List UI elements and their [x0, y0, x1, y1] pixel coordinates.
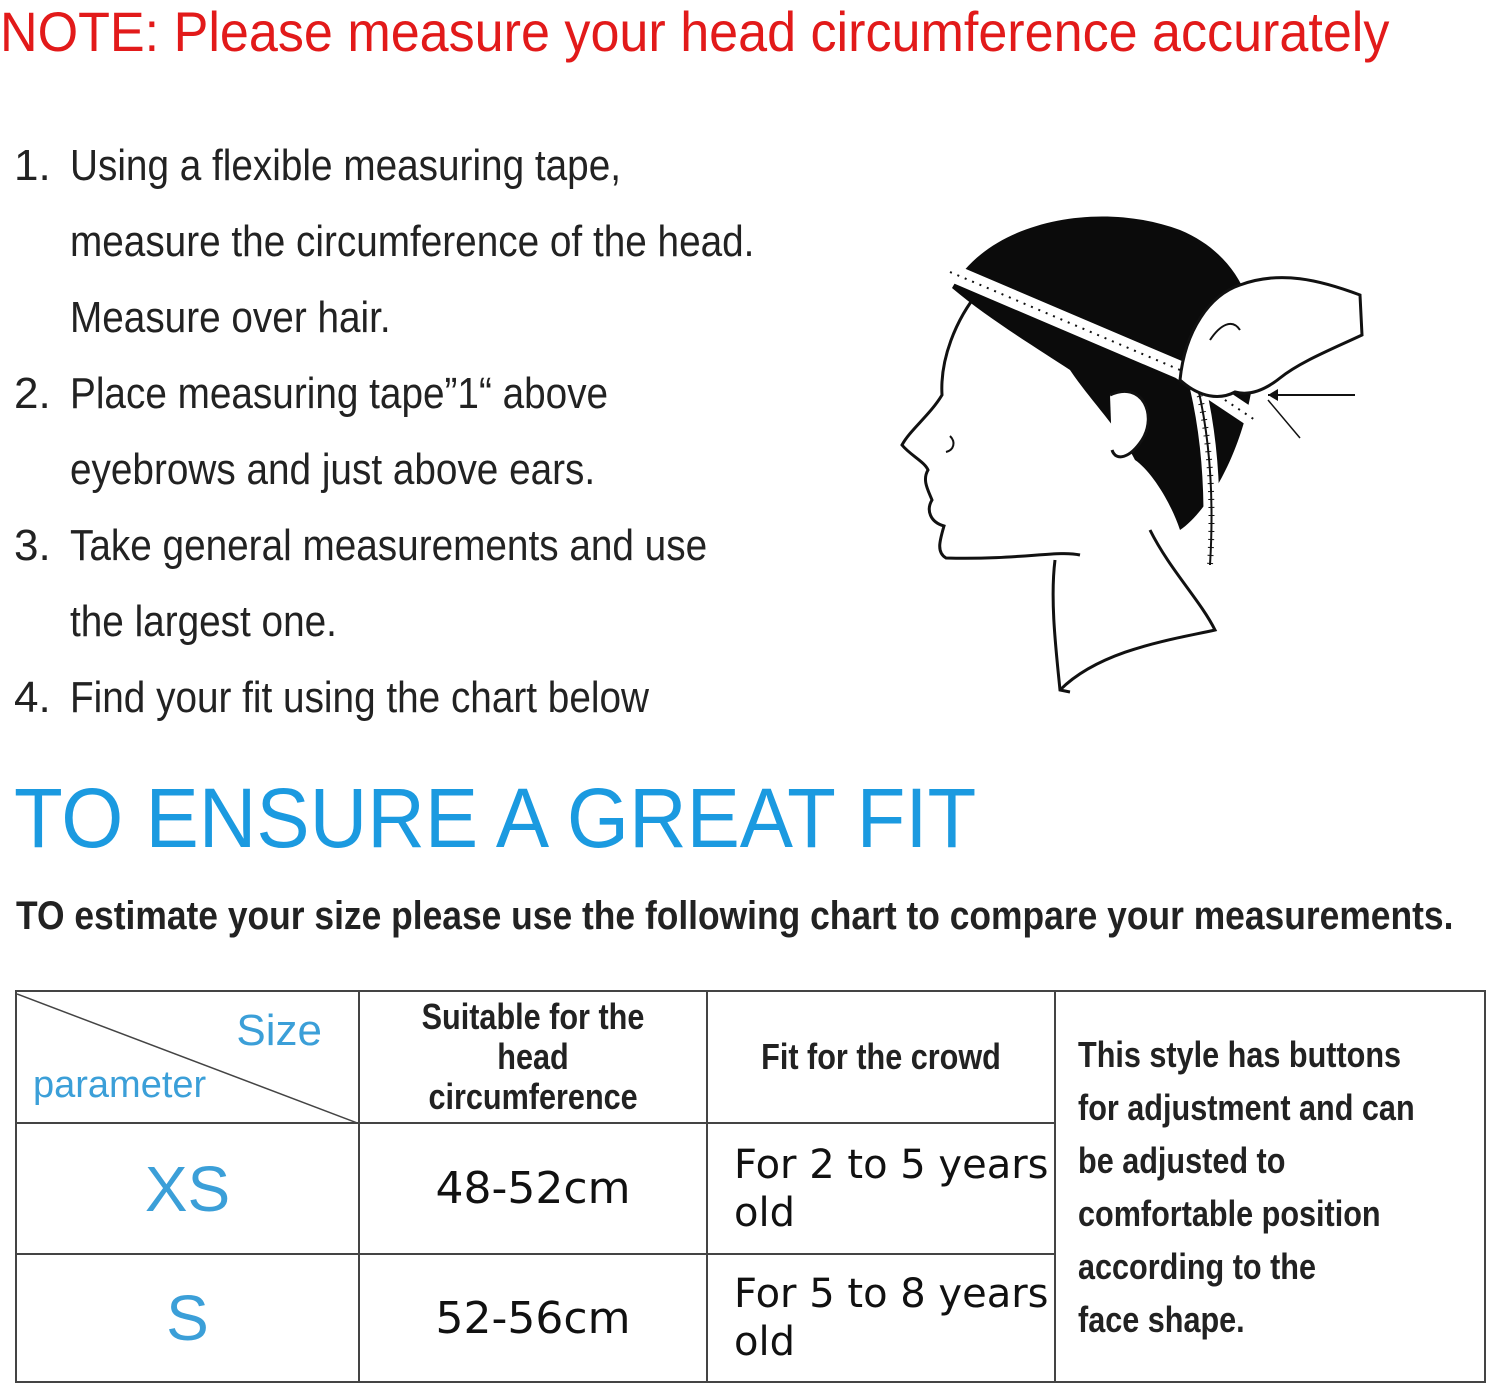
- step-line: Take general measurements and use: [70, 521, 708, 570]
- circumference-value: 48-52cm: [359, 1123, 707, 1254]
- step-line: eyebrows and just above ears.: [70, 445, 596, 494]
- circumference-value: 52-56cm: [359, 1254, 707, 1382]
- fit-subheading: TO estimate your size please use the following chart to compare your measurements.: [16, 894, 1454, 938]
- circumference-header: [359, 991, 707, 1123]
- size-header-label: Size: [236, 1006, 322, 1055]
- head-measuring-tape-icon: [880, 200, 1380, 700]
- style-note-line: according to the: [1078, 1245, 1317, 1287]
- table-header-row: [16, 991, 1485, 1123]
- step-number: 2.: [14, 369, 51, 418]
- step-2: [14, 356, 848, 508]
- crowd-header: [707, 991, 1055, 1123]
- instruction-steps: [14, 128, 848, 736]
- header-line: Suitable for the head: [421, 996, 645, 1077]
- step-line: measure the circumference of the head.: [70, 217, 755, 266]
- style-note-cell: [1055, 991, 1485, 1382]
- step-line: Find your fit using the chart below: [70, 673, 649, 722]
- header-line: Fit for the crowd: [761, 1036, 1001, 1077]
- corner-header-cell: [16, 991, 359, 1123]
- step-number: 4.: [14, 673, 51, 722]
- step-4: [14, 660, 848, 736]
- style-note-line: for adjustment and can: [1078, 1086, 1415, 1128]
- style-note-line: comfortable position: [1078, 1192, 1381, 1234]
- fit-heading: TO ENSURE A GREAT FIT: [14, 771, 977, 865]
- crowd-line: old: [734, 1319, 795, 1365]
- step-number: 1.: [14, 141, 51, 190]
- header-line: circumference: [428, 1076, 638, 1117]
- style-note-line: This style has buttons: [1078, 1033, 1402, 1075]
- crowd-value: [707, 1254, 1055, 1382]
- note-banner: NOTE: Please measure your head circumference accurately: [0, 0, 1390, 63]
- crowd-line: old: [734, 1189, 795, 1236]
- step-number: 3.: [14, 521, 51, 570]
- step-3: [14, 508, 848, 660]
- step-1: [14, 128, 848, 356]
- parameter-header-label: parameter: [33, 1064, 207, 1106]
- step-line: the largest one.: [70, 597, 337, 646]
- size-chart-table: [15, 990, 1486, 1383]
- step-line: Place measuring tape”1“ above: [70, 369, 609, 418]
- style-note-line: face shape.: [1078, 1298, 1245, 1340]
- size-code-s: S: [16, 1254, 359, 1382]
- step-line: Measure over hair.: [70, 293, 391, 342]
- crowd-value: [707, 1123, 1055, 1254]
- step-line: Using a flexible measuring tape,: [70, 141, 621, 190]
- crowd-line: For 5 to 8 years: [734, 1271, 1049, 1317]
- style-note-line: be adjusted to: [1078, 1139, 1286, 1181]
- size-code-xs: XS: [16, 1123, 359, 1254]
- crowd-line: For 2 to 5 years: [734, 1141, 1049, 1188]
